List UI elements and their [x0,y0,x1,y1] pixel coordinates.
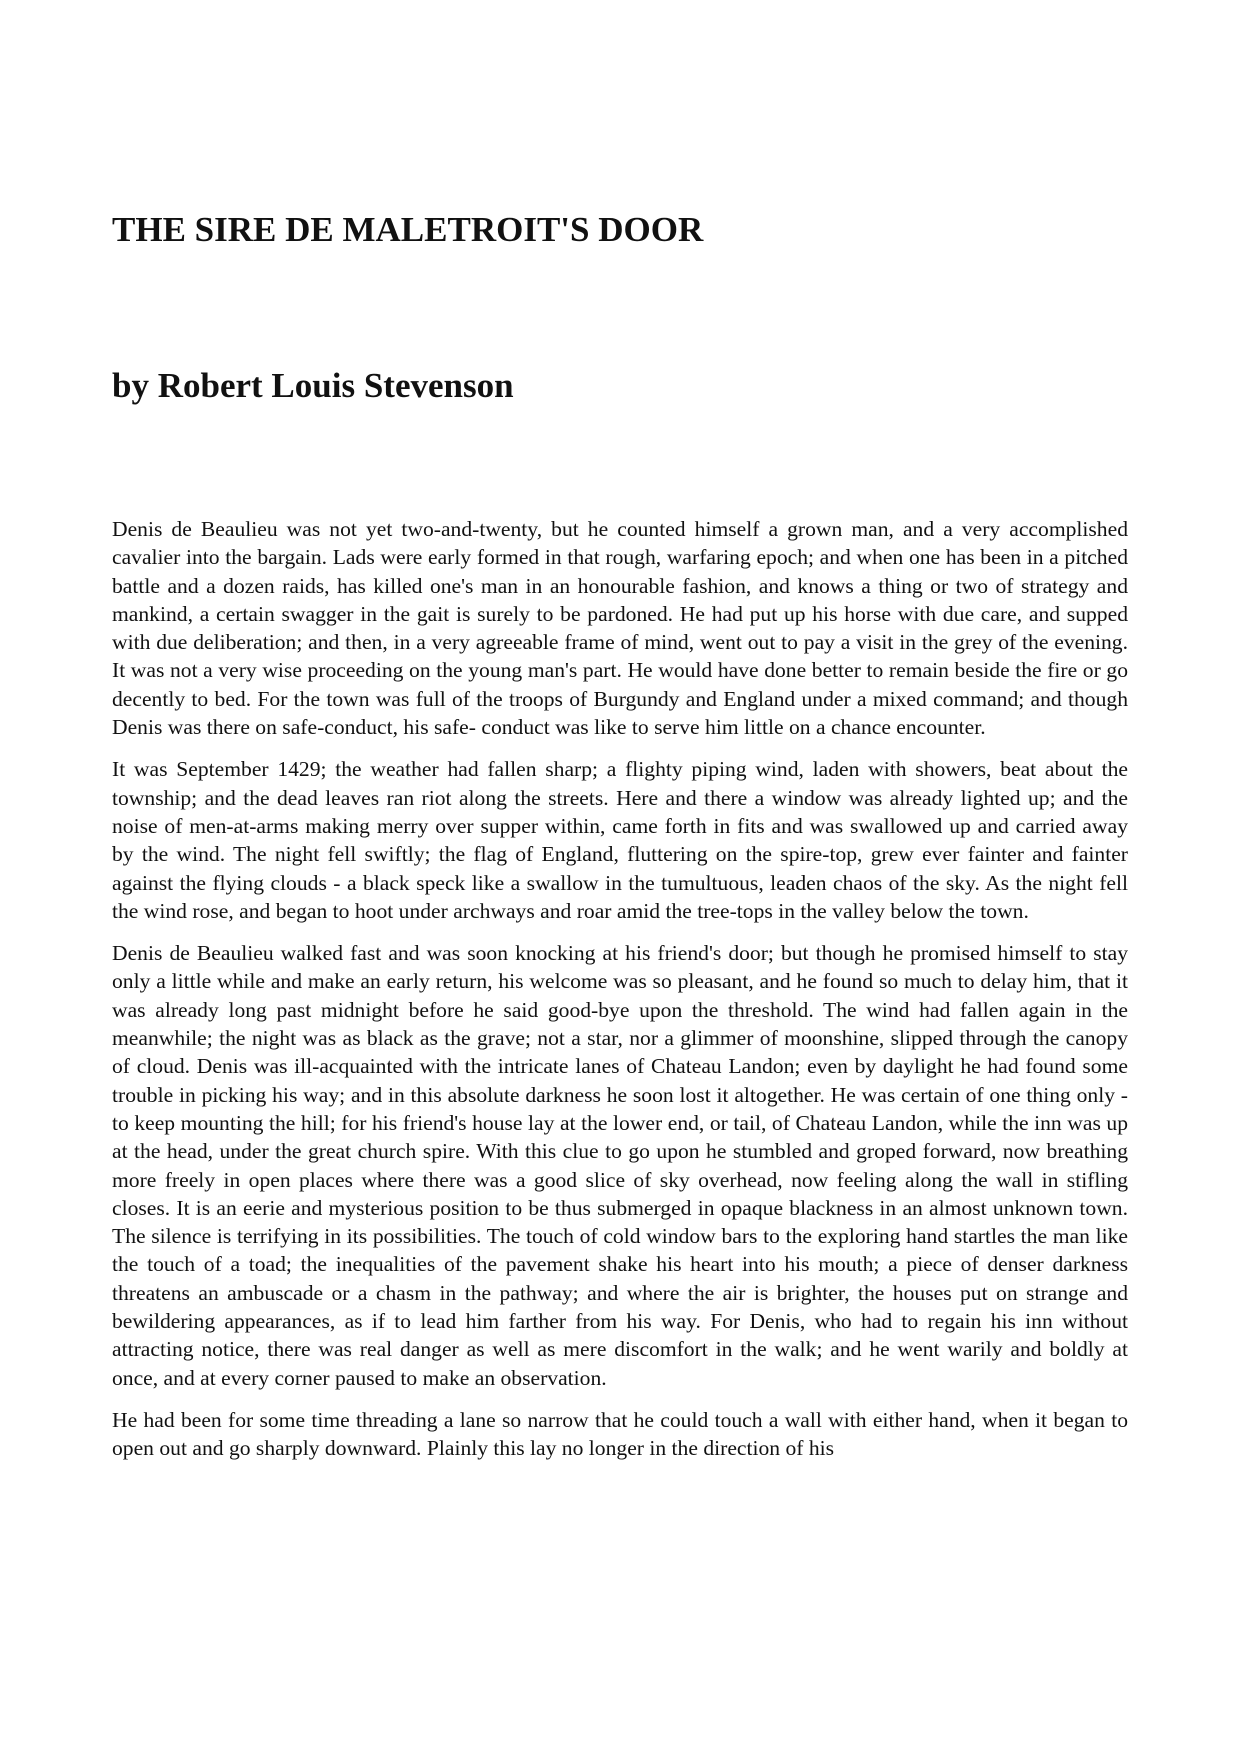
paragraph-2: It was September 1429; the weather had fallen sharp; a flighty piping wind, laden with showers, beat about the township; and the dead leaves ran riot along the streets. Here and there a window was already lighted up; and the noise of men-at-arms making merry over supper within, came forth in fits and was swallowed up and carried away by the wind. The night fell swiftly; the flag of England, fluttering on the spire-top, grew ever fainter and fainter against the flying clouds - a black speck like a swallow in the tumultuous, leaden chaos of the sky. As the night fell the wind rose, and began to hoot under archways and roar amid the tree-tops in the valley below the town. [112,757,1128,923]
story-author: by Robert Louis Stevenson [112,366,514,405]
paragraph-3: Denis de Beaulieu walked fast and was soon knocking at his friend's door; but though he promised himself to stay only a little while and make an early return, his welcome was so pleasant, and he found so much to delay him, that it was already long past midnight before he said good-bye upon the threshold. The wind had fallen again in the meanwhile; the night was as black as the grave; not a star, nor a glimmer of moonshine, slipped through the canopy of cloud. Denis was ill-acquainted with the intricate lanes of Chateau Landon; even by daylight he had found some trouble in picking his way; and in this absolute darkness he soon lost it altogether. He was certain of one thing only - to keep mounting the hill; for his friend's house lay at the lower end, or tail, of Chateau Landon, while the inn was up at the head, under the great church spire. With this clue to go upon he stumbled and groped forward, now breathing more freely in open places where there was a good slice of sky overhead, now feeling along the wall in stifling closes. It is an eerie and mysterious position to be thus submerged in opaque blackness in an almost unknown town. The silence is terrifying in its possibilities. The touch of cold window bars to the exploring hand startles the man like the touch of a toad; the inequalities of the pavement shake his heart into his mouth; a piece of denser darkness threatens an ambuscade or a chasm in the pathway; and where the air is brighter, the houses put on strange and bewildering appearances, as if to lead him farther from his way. For Denis, who had to regain his inn without attracting notice, there was real danger as well as mere discomfort in the walk; and he went warily and boldly at once, and at every corner paused to make an observation. [112,941,1128,1390]
paragraph-1: Denis de Beaulieu was not yet two-and-twenty, but he counted himself a grown man, and a very accomplished cavalier into the bargain. Lads were early formed in that rough, warfaring epoch; and when one has been in a pitched battle and a dozen raids, has killed one's man in an honourable fashion, and knows a thing or two of strategy and mankind, a certain swagger in the gait is surely to be pardoned. He had put up his horse with due care, and supped with due deliberation; and then, in a very agreeable frame of mind, went out to pay a visit in the grey of the evening. It was not a very wise proceeding on the young man's part. He would have done better to remain beside the fire or go decently to bed. For the town was full of the troops of Burgundy and England under a mixed command; and though Denis was there on safe-conduct, his safe- conduct was like to serve him little on a chance encounter. [112,517,1128,740]
paragraph-4: He had been for some time threading a lane so narrow that he could touch a wall with either hand, when it began to open out and go sharply downward. Plainly this lay no longer in the direction of his [112,1407,1128,1461]
story-title: THE SIRE DE MALETROIT'S DOOR [112,210,704,249]
story-body [112,515,1128,1477]
